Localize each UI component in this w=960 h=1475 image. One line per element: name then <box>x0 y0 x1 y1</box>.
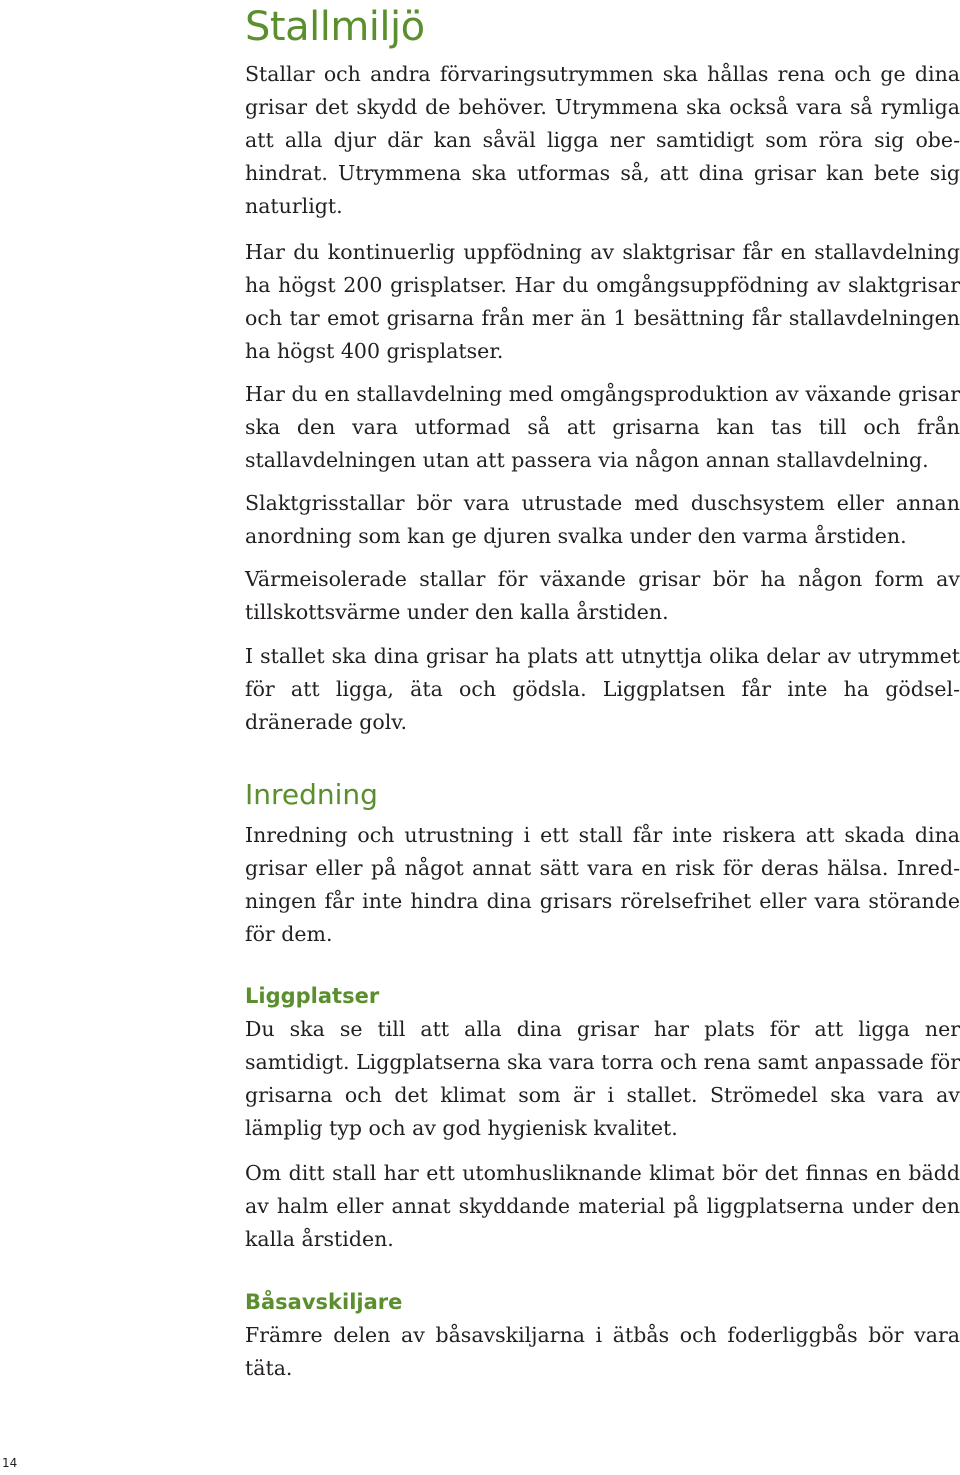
paragraph-basavskiljare: Främre delen av båsavskiljarna i ätbås och foderliggbås bör vara täta. <box>245 1323 960 1380</box>
paragraph-intro-6: I stallet ska dina grisar ha plats att utnyttja olika delar av utrymmet för att ligga, äta och gödsla. Liggplatsen får inte ha gödseldränerade golv. <box>245 644 960 734</box>
heading-inredning: Inredning <box>245 778 378 811</box>
paragraph-inredning: Inredning och utrustning i ett stall får inte riskera att skada dina grisar eller på något annat sätt vara en risk för deras hälsa. Inredningen får inte hindra dina grisars rörelsefrihet eller vara störande för dem. <box>245 823 960 946</box>
heading-stallmiljo: Stallmiljö <box>245 4 425 50</box>
paragraph-intro-3: Har du en stallavdelning med omgångsproduktion av växande grisar ska den vara utformad så att grisarna kan tas till och från stallavdelningen utan att passera via någon annan stallavdelning. <box>245 382 960 472</box>
paragraph-intro-5: Värmeisolerade stallar för växande grisar bör ha någon form av tillskottsvärme under den kalla årstiden. <box>245 567 960 624</box>
paragraph-intro-4: Slaktgrisstallar bör vara utrustade med duschsystem eller annan anordning som kan ge djuren svalka under den varma årstiden. <box>245 491 960 548</box>
heading-basavskiljare: Båsavskiljare <box>245 1290 403 1314</box>
paragraph-liggplatser-1: Du ska se till att alla dina grisar har plats för att ligga ner samtidigt. Liggplatserna ska vara torra och rena samt anpassade för grisarna och det klimat som är i stallet. Strömedel ska vara av lämplig typ och av god hygienisk kvalitet. <box>245 1017 960 1140</box>
paragraph-intro-1: Stallar och andra förvaringsutrymmen ska hållas rena och ge dina grisar det skydd de behöver. Utrymmena ska också vara så rymliga att alla djur där kan såväl ligga ner samtidigt som röra sig obehindrat. Utrymmena ska utformas så, att dina grisar kan bete sig naturligt. <box>245 62 960 218</box>
paragraph-intro-2: Har du kontinuerlig uppfödning av slaktgrisar får en stallavdelning ha högst 200 grisplatser. Har du omgångsuppfödning av slaktgrisar och tar emot grisarna från mer än 1 besättning får stallavdelningen ha högst 400 grisplatser. <box>245 240 960 363</box>
paragraph-liggplatser-2: Om ditt stall har ett utomhusliknande klimat bör det finnas en bädd av halm eller annat skyddande material på liggplatserna under den kalla årstiden. <box>245 1161 960 1251</box>
heading-liggplatser: Liggplatser <box>245 984 380 1008</box>
page-number: 14 <box>2 1456 18 1470</box>
